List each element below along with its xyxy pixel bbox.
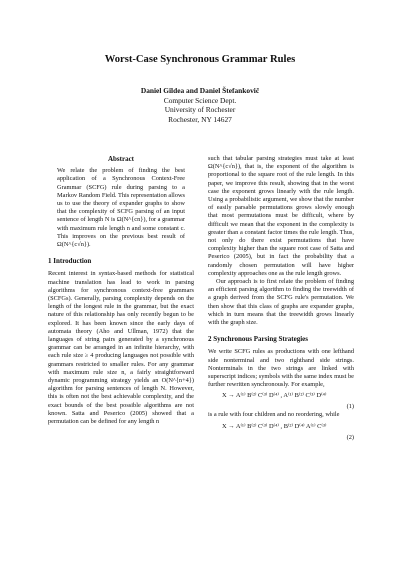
affiliation-line-1: Computer Science Dept. [163, 95, 237, 105]
left-column [48, 155, 194, 426]
intro-paragraph-continued: such that tabular parsing strategies must take at least Ω(N^{c√n}), that is, the exponent of the algorithm is proportional to the square root of the rule length. In this paper, we improve this result, showing that in the worst case the exponent grows linearly with the rule length. Using a probabilistic argument, we show that the number of easily parsable permutations grows slowly enough that most permutations must be difficult, where by difficult we mean that the exponent in the complexity is greater than a constant factor times the rule length. Thus, not only do there exist permutations that have complexity higher than the square root case of Satta and Peserico (2005), but in fact the probability that a randomly chosen permutation will have higher complexity approaches one as the rule length grows. [208, 155, 354, 277]
author-block [0, 86, 400, 124]
section-1-text: Recent interest in syntax-based methods for statistical machine translation has lead to work in parsing algorithms for synchronous context-free grammars (SCFGs). Generally, parsing complexity depends on the length of the longest rule in the grammar, but the exact nature of this relationship has only recently begun to be explored. It has been known since the early days of automata theory (Aho and Ullman, 1972) that the languages of string pairs generated by a synchronous grammar can be arranged in an infinite hierarchy, with each rule size ≥ 4 producing languages not possible with grammars restricted to smaller rules. For any grammar with maximum rule size n, a fairly straightforward dynamic programming strategy yields an O(N^{n+4}) algorithm for parsing sentences of length N. However, this is often not the best achievable complexity, and the exact bounds of the best possible algorithms are not known. Satta and Peserico (2005) showed that a permutation can be defined for any length n [48, 270, 194, 426]
section-1-heading: 1 Introduction [48, 257, 92, 266]
affiliation-line-3: Rochester, NY 14627 [168, 114, 232, 124]
author-names: Daniel Gildea and Daniel Štefankovič [140, 86, 260, 95]
right-column [208, 155, 354, 442]
paper-title: Worst-Case Synchronous Grammar Rules [104, 54, 296, 65]
equation-2-number: (2) [346, 433, 354, 441]
affiliation-line-2: University of Rochester [164, 105, 236, 115]
equation-2 [208, 422, 354, 432]
equation-1-explanation: is a rule with four children and no reordering, while [208, 411, 340, 419]
abstract-heading: Abstract [107, 155, 135, 163]
equation-1 [208, 391, 354, 401]
equation-1-expression: X → A⁽¹⁾ B⁽²⁾ C⁽³⁾ D⁽⁴⁾ , A⁽¹⁾ B⁽²⁾ C⁽³⁾ D⁽⁴⁾ [222, 392, 327, 400]
abstract-text: We relate the problem of finding the best application of a Synchronous Context-Free Grammar (SCFG) rule during parsing to a Markov Random Field. This representation allows us to use the theory of expander graphs to show that the complexity of SCFG parsing of an input sentence of length N is Ω(N^{cn}), for a grammar with maximum rule length n and some constant c. This improves on the previous best result of Ω(N^{c√n}). [57, 167, 185, 249]
section-2-heading: 2 Synchronous Parsing Strategies [208, 335, 309, 344]
section-2-text: We write SCFG rules as productions with one lefthand side nonterminal and two righthand side strings. Nonterminals in the two strings are linked with superscript indices; symbols with the same index must be further rewritten synchronously. For example, [208, 348, 354, 389]
equation-2-expression: X → A⁽¹⁾ B⁽²⁾ C⁽³⁾ D⁽⁴⁾ , B⁽²⁾ D⁽⁴⁾ A⁽¹⁾ C⁽³⁾ [222, 422, 327, 430]
equation-1-number: (1) [346, 403, 354, 411]
intro-paragraph-approach: Our approach is to first relate the problem of finding an efficient parsing algorithm to finding the treewidth of a graph derived from the SCFG rule's permutation. We then show that this class of graphs are expander graphs, which in turn means that the treewidth grows linearly with the graph size. [208, 278, 354, 327]
